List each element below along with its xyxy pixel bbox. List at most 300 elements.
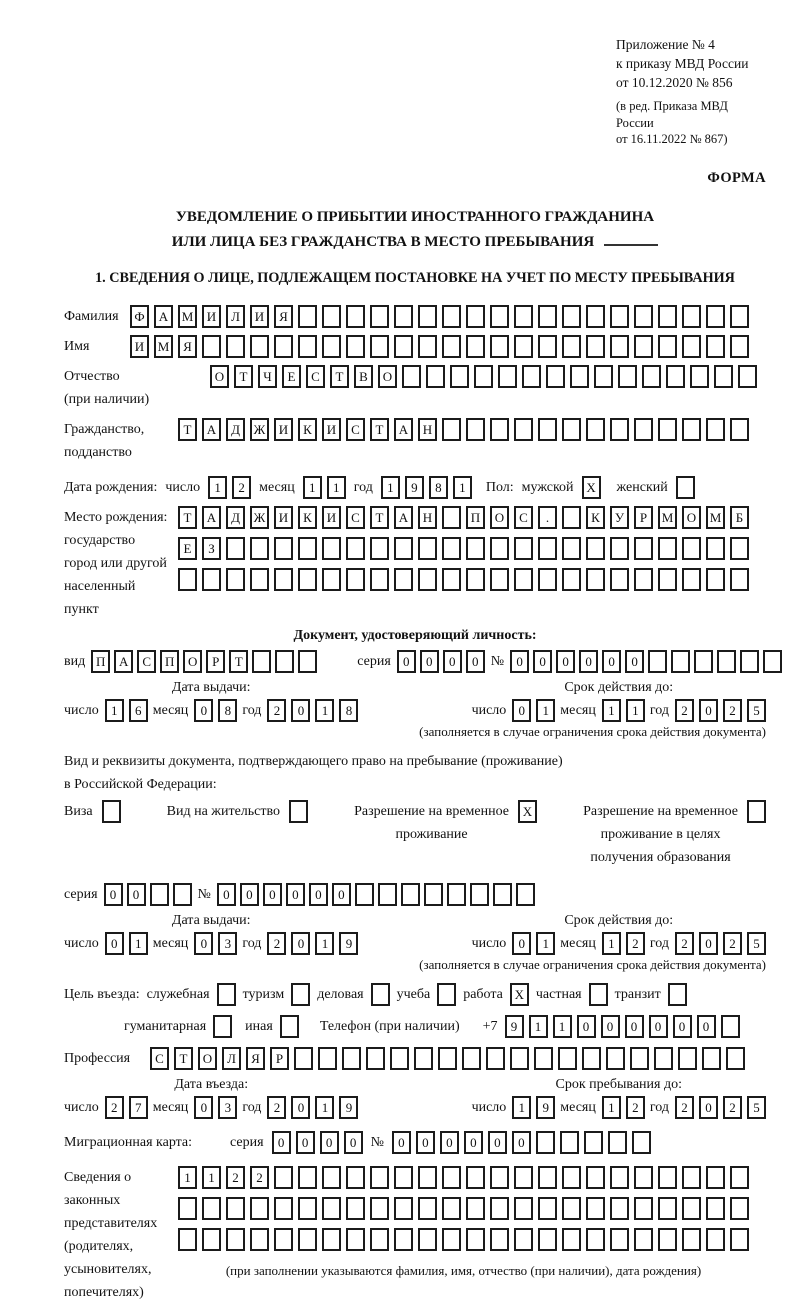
cell[interactable] (666, 365, 685, 388)
cell[interactable] (466, 568, 485, 591)
cell[interactable] (322, 1228, 341, 1251)
cell[interactable] (294, 1047, 313, 1070)
cell[interactable]: 2 (675, 932, 694, 955)
cell[interactable] (516, 883, 535, 906)
cell[interactable] (668, 983, 687, 1006)
cell[interactable]: А (394, 506, 413, 529)
cell[interactable]: М (178, 305, 197, 328)
cell[interactable]: 0 (332, 883, 351, 906)
cell[interactable]: 0 (602, 650, 621, 673)
cell[interactable] (250, 568, 269, 591)
cell[interactable] (490, 1228, 509, 1251)
cell[interactable] (562, 568, 581, 591)
cell[interactable] (726, 1047, 745, 1070)
cell[interactable] (474, 365, 493, 388)
cell[interactable] (466, 1197, 485, 1220)
cell[interactable]: И (274, 506, 293, 529)
cell[interactable]: Т (178, 418, 197, 441)
cell[interactable]: 0 (217, 883, 236, 906)
cell[interactable] (346, 305, 365, 328)
cell[interactable] (178, 568, 197, 591)
cell[interactable] (442, 335, 461, 358)
cell[interactable] (462, 1047, 481, 1070)
cell[interactable] (562, 305, 581, 328)
cell[interactable] (514, 335, 533, 358)
cell[interactable]: 0 (397, 650, 416, 673)
cell[interactable]: 1 (602, 1096, 621, 1119)
cell[interactable]: Т (234, 365, 253, 388)
cell[interactable]: Н (418, 506, 437, 529)
cell[interactable] (298, 1197, 317, 1220)
cell[interactable]: З (202, 537, 221, 560)
cell[interactable] (610, 335, 629, 358)
cell[interactable] (717, 650, 736, 673)
cell[interactable]: Я (246, 1047, 265, 1070)
cell[interactable] (217, 983, 236, 1006)
cell[interactable]: 1 (529, 1015, 548, 1038)
cell[interactable]: 1 (105, 699, 124, 722)
cell[interactable] (730, 1197, 749, 1220)
cell[interactable] (466, 335, 485, 358)
cell[interactable] (658, 1197, 677, 1220)
cell[interactable] (442, 1228, 461, 1251)
cell[interactable] (418, 1197, 437, 1220)
cell[interactable]: О (682, 506, 701, 529)
cell[interactable] (510, 1047, 529, 1070)
cell[interactable] (546, 365, 565, 388)
cell[interactable] (418, 1228, 437, 1251)
cell[interactable] (355, 883, 374, 906)
cell[interactable]: К (298, 506, 317, 529)
cell[interactable] (424, 883, 443, 906)
cell[interactable] (634, 1228, 653, 1251)
cell[interactable]: И (202, 305, 221, 328)
cell[interactable] (418, 1166, 437, 1189)
cell[interactable] (394, 1197, 413, 1220)
cell[interactable]: Р (634, 506, 653, 529)
cell[interactable] (586, 1166, 605, 1189)
cell[interactable]: 1 (327, 476, 346, 499)
cell[interactable]: А (394, 418, 413, 441)
cell[interactable] (562, 1166, 581, 1189)
cell[interactable]: 1 (453, 476, 472, 499)
cell[interactable]: 0 (673, 1015, 692, 1038)
cell[interactable]: И (322, 506, 341, 529)
cell[interactable]: Б (730, 506, 749, 529)
cell[interactable]: 0 (416, 1131, 435, 1154)
cell[interactable]: Н (418, 418, 437, 441)
cell[interactable] (490, 305, 509, 328)
cell[interactable]: О (210, 365, 229, 388)
cell[interactable]: 9 (339, 932, 358, 955)
cell[interactable]: 0 (272, 1131, 291, 1154)
cell[interactable] (658, 1166, 677, 1189)
cell[interactable] (610, 1197, 629, 1220)
cell[interactable] (514, 305, 533, 328)
cell[interactable]: Л (226, 305, 245, 328)
cell[interactable] (634, 1197, 653, 1220)
cell[interactable] (466, 305, 485, 328)
cell[interactable] (586, 305, 605, 328)
cell[interactable] (202, 1197, 221, 1220)
cell[interactable] (202, 1228, 221, 1251)
cell[interactable]: 1 (381, 476, 400, 499)
cell[interactable] (634, 537, 653, 560)
cell[interactable] (658, 568, 677, 591)
cell[interactable] (394, 1228, 413, 1251)
cell[interactable]: 0 (127, 883, 146, 906)
cell[interactable]: 0 (512, 699, 531, 722)
cell[interactable]: 1 (315, 932, 334, 955)
cell[interactable] (538, 305, 557, 328)
cell[interactable]: 1 (178, 1166, 197, 1189)
cell[interactable]: Д (226, 506, 245, 529)
cell[interactable]: И (274, 418, 293, 441)
cell[interactable] (682, 335, 701, 358)
cell[interactable]: 0 (625, 650, 644, 673)
cell[interactable] (648, 650, 667, 673)
cell[interactable] (342, 1047, 361, 1070)
cell[interactable] (438, 1047, 457, 1070)
cell[interactable] (274, 335, 293, 358)
cell[interactable] (442, 537, 461, 560)
cell[interactable] (370, 1197, 389, 1220)
cell[interactable]: 0 (533, 650, 552, 673)
cell[interactable] (226, 1228, 245, 1251)
cell[interactable] (274, 1197, 293, 1220)
cell[interactable]: 0 (699, 699, 718, 722)
cell[interactable]: . (538, 506, 557, 529)
cell[interactable] (562, 418, 581, 441)
cell[interactable]: 1 (536, 932, 555, 955)
cell[interactable] (610, 537, 629, 560)
cell[interactable]: П (91, 650, 110, 673)
cell[interactable] (274, 1228, 293, 1251)
cell[interactable]: Т (370, 506, 389, 529)
cell[interactable] (102, 800, 121, 823)
cell[interactable] (418, 537, 437, 560)
cell[interactable]: 2 (723, 1096, 742, 1119)
cell[interactable]: 2 (250, 1166, 269, 1189)
cell[interactable]: 9 (505, 1015, 524, 1038)
cell[interactable] (394, 305, 413, 328)
cell[interactable] (658, 335, 677, 358)
cell[interactable] (586, 537, 605, 560)
cell[interactable] (394, 537, 413, 560)
cell[interactable]: X (510, 983, 529, 1006)
cell[interactable]: С (137, 650, 156, 673)
cell[interactable]: 0 (488, 1131, 507, 1154)
cell[interactable]: П (466, 506, 485, 529)
cell[interactable]: А (202, 506, 221, 529)
cell[interactable]: 0 (392, 1131, 411, 1154)
cell[interactable] (226, 335, 245, 358)
cell[interactable] (514, 418, 533, 441)
cell[interactable] (450, 365, 469, 388)
cell[interactable] (582, 1047, 601, 1070)
cell[interactable] (608, 1131, 627, 1154)
cell[interactable]: Д (226, 418, 245, 441)
cell[interactable]: 1 (202, 1166, 221, 1189)
cell[interactable] (562, 1197, 581, 1220)
cell[interactable]: 2 (723, 932, 742, 955)
cell[interactable] (747, 800, 766, 823)
cell[interactable] (202, 568, 221, 591)
cell[interactable] (610, 1166, 629, 1189)
cell[interactable]: 0 (697, 1015, 716, 1038)
cell[interactable] (442, 418, 461, 441)
cell[interactable] (721, 1015, 740, 1038)
cell[interactable] (694, 650, 713, 673)
cell[interactable] (654, 1047, 673, 1070)
cell[interactable] (730, 418, 749, 441)
cell[interactable] (534, 1047, 553, 1070)
cell[interactable] (322, 335, 341, 358)
cell[interactable] (514, 1197, 533, 1220)
cell[interactable]: Ж (250, 506, 269, 529)
cell[interactable] (442, 1166, 461, 1189)
cell[interactable] (730, 335, 749, 358)
cell[interactable] (490, 418, 509, 441)
cell[interactable] (740, 650, 759, 673)
cell[interactable] (346, 1228, 365, 1251)
cell[interactable] (536, 1131, 555, 1154)
cell[interactable] (490, 568, 509, 591)
cell[interactable] (706, 1166, 725, 1189)
cell[interactable]: 0 (699, 1096, 718, 1119)
cell[interactable]: И (250, 305, 269, 328)
cell[interactable] (322, 305, 341, 328)
cell[interactable] (706, 568, 725, 591)
cell[interactable] (442, 305, 461, 328)
cell[interactable]: Т (178, 506, 197, 529)
cell[interactable]: 0 (466, 650, 485, 673)
cell[interactable] (632, 1131, 651, 1154)
cell[interactable]: С (306, 365, 325, 388)
cell[interactable]: В (354, 365, 373, 388)
cell[interactable] (466, 537, 485, 560)
cell[interactable] (682, 1197, 701, 1220)
cell[interactable] (514, 568, 533, 591)
cell[interactable] (589, 983, 608, 1006)
cell[interactable]: Ж (250, 418, 269, 441)
cell[interactable]: К (586, 506, 605, 529)
cell[interactable] (538, 1197, 557, 1220)
cell[interactable]: X (518, 800, 537, 823)
cell[interactable] (322, 1197, 341, 1220)
cell[interactable] (252, 650, 271, 673)
cell[interactable] (584, 1131, 603, 1154)
cell[interactable] (586, 568, 605, 591)
cell[interactable]: 0 (344, 1131, 363, 1154)
cell[interactable] (490, 335, 509, 358)
cell[interactable]: 0 (286, 883, 305, 906)
cell[interactable] (470, 883, 489, 906)
cell[interactable] (606, 1047, 625, 1070)
cell[interactable] (298, 537, 317, 560)
cell[interactable] (522, 365, 541, 388)
cell[interactable] (322, 568, 341, 591)
cell[interactable]: Р (270, 1047, 289, 1070)
cell[interactable] (213, 1015, 232, 1038)
cell[interactable] (634, 305, 653, 328)
cell[interactable] (401, 883, 420, 906)
cell[interactable]: 0 (464, 1131, 483, 1154)
cell[interactable]: 1 (602, 699, 621, 722)
cell[interactable]: 0 (512, 1131, 531, 1154)
cell[interactable] (586, 1197, 605, 1220)
cell[interactable]: 0 (291, 699, 310, 722)
cell[interactable] (610, 568, 629, 591)
cell[interactable] (562, 1228, 581, 1251)
cell[interactable]: Ч (258, 365, 277, 388)
cell[interactable] (634, 568, 653, 591)
cell[interactable] (426, 365, 445, 388)
cell[interactable] (658, 537, 677, 560)
cell[interactable]: 0 (194, 699, 213, 722)
cell[interactable]: 9 (536, 1096, 555, 1119)
cell[interactable]: С (150, 1047, 169, 1070)
cell[interactable]: А (114, 650, 133, 673)
cell[interactable] (682, 568, 701, 591)
cell[interactable]: 1 (208, 476, 227, 499)
cell[interactable] (714, 365, 733, 388)
cell[interactable] (658, 1228, 677, 1251)
cell[interactable] (658, 305, 677, 328)
cell[interactable] (346, 537, 365, 560)
cell[interactable] (466, 1228, 485, 1251)
cell[interactable]: 1 (315, 1096, 334, 1119)
cell[interactable]: 1 (512, 1096, 531, 1119)
cell[interactable] (370, 1166, 389, 1189)
cell[interactable]: 0 (443, 650, 462, 673)
cell[interactable] (730, 568, 749, 591)
cell[interactable] (274, 537, 293, 560)
cell[interactable]: Т (330, 365, 349, 388)
cell[interactable] (178, 1197, 197, 1220)
cell[interactable]: 1 (315, 699, 334, 722)
cell[interactable] (346, 335, 365, 358)
cell[interactable]: 0 (440, 1131, 459, 1154)
cell[interactable] (562, 537, 581, 560)
cell[interactable] (150, 883, 169, 906)
cell[interactable]: 1 (553, 1015, 572, 1038)
cell[interactable]: 7 (129, 1096, 148, 1119)
cell[interactable] (706, 418, 725, 441)
cell[interactable] (682, 537, 701, 560)
cell[interactable] (706, 1228, 725, 1251)
cell[interactable] (486, 1047, 505, 1070)
cell[interactable]: 0 (263, 883, 282, 906)
cell[interactable] (538, 335, 557, 358)
cell[interactable]: 8 (218, 699, 237, 722)
cell[interactable]: 0 (194, 932, 213, 955)
cell[interactable] (682, 418, 701, 441)
cell[interactable]: 5 (747, 699, 766, 722)
cell[interactable] (610, 305, 629, 328)
cell[interactable] (682, 305, 701, 328)
cell[interactable] (498, 365, 517, 388)
cell[interactable] (437, 983, 456, 1006)
cell[interactable]: 2 (675, 699, 694, 722)
cell[interactable]: 8 (429, 476, 448, 499)
cell[interactable]: 0 (556, 650, 575, 673)
cell[interactable] (538, 1228, 557, 1251)
cell[interactable] (418, 335, 437, 358)
cell[interactable] (570, 365, 589, 388)
cell[interactable] (298, 1228, 317, 1251)
cell[interactable] (490, 537, 509, 560)
cell[interactable]: 0 (649, 1015, 668, 1038)
cell[interactable] (493, 883, 512, 906)
cell[interactable] (394, 1166, 413, 1189)
cell[interactable] (298, 305, 317, 328)
cell[interactable]: 0 (309, 883, 328, 906)
cell[interactable]: С (514, 506, 533, 529)
cell[interactable]: П (160, 650, 179, 673)
cell[interactable] (370, 1228, 389, 1251)
cell[interactable] (514, 1228, 533, 1251)
cell[interactable] (322, 1166, 341, 1189)
cell[interactable] (298, 568, 317, 591)
cell[interactable] (682, 1166, 701, 1189)
cell[interactable] (250, 1197, 269, 1220)
cell[interactable] (442, 1197, 461, 1220)
cell[interactable]: 9 (339, 1096, 358, 1119)
cell[interactable]: И (130, 335, 149, 358)
cell[interactable] (173, 883, 192, 906)
cell[interactable]: 6 (129, 699, 148, 722)
cell[interactable] (738, 365, 757, 388)
cell[interactable]: 0 (420, 650, 439, 673)
cell[interactable]: Е (178, 537, 197, 560)
cell[interactable] (390, 1047, 409, 1070)
cell[interactable] (706, 335, 725, 358)
cell[interactable]: 3 (218, 1096, 237, 1119)
cell[interactable]: 2 (267, 699, 286, 722)
cell[interactable] (178, 1228, 197, 1251)
cell[interactable] (634, 418, 653, 441)
cell[interactable]: С (346, 418, 365, 441)
cell[interactable] (280, 1015, 299, 1038)
cell[interactable]: 0 (699, 932, 718, 955)
cell[interactable] (690, 365, 709, 388)
cell[interactable]: 2 (105, 1096, 124, 1119)
cell[interactable] (226, 568, 245, 591)
cell[interactable] (730, 305, 749, 328)
cell[interactable] (447, 883, 466, 906)
cell[interactable] (298, 1166, 317, 1189)
cell[interactable] (418, 568, 437, 591)
cell[interactable] (378, 883, 397, 906)
cell[interactable]: 0 (579, 650, 598, 673)
cell[interactable]: 1 (303, 476, 322, 499)
cell[interactable]: 2 (626, 932, 645, 955)
cell[interactable] (682, 1228, 701, 1251)
cell[interactable] (586, 418, 605, 441)
cell[interactable] (514, 1166, 533, 1189)
cell[interactable]: 2 (232, 476, 251, 499)
cell[interactable] (291, 983, 310, 1006)
cell[interactable]: 0 (104, 883, 123, 906)
cell[interactable]: У (610, 506, 629, 529)
cell[interactable]: 0 (510, 650, 529, 673)
cell[interactable]: Т (370, 418, 389, 441)
cell[interactable]: 2 (675, 1096, 694, 1119)
cell[interactable]: 3 (218, 932, 237, 955)
cell[interactable]: 1 (602, 932, 621, 955)
cell[interactable] (730, 537, 749, 560)
